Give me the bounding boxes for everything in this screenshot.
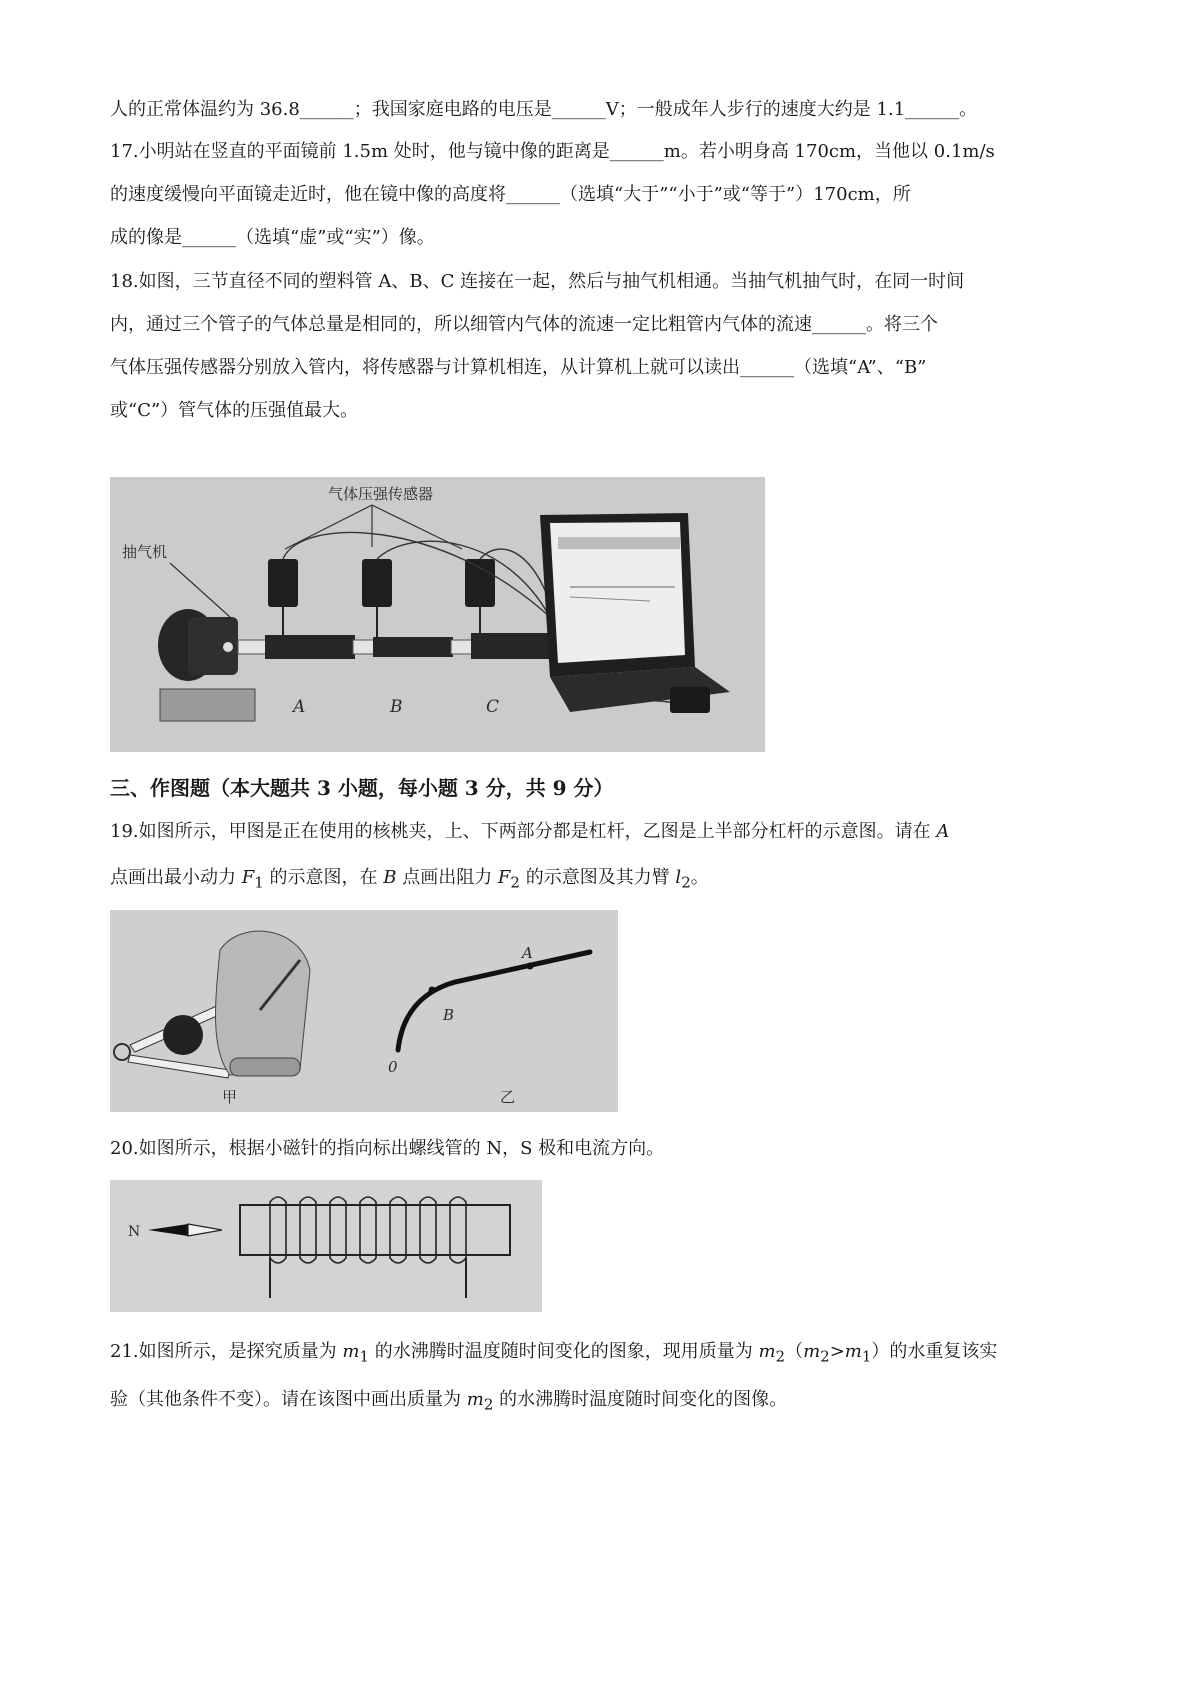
q18-figure-apparatus	[110, 477, 765, 752]
q19-figure-nutcracker	[110, 910, 618, 1112]
q19-line-1: 19.如图所示，甲图是正在使用的核桃夹，上、下两部分都是杠杆，乙图是上半部分杠杆的示意图。请在 A	[110, 821, 950, 842]
q18-line-4: 或“C”）管气体的压强值最大。	[110, 400, 359, 421]
needle-n-label: N	[128, 1224, 141, 1240]
q20-text: 20.如图所示，根据小磁针的指向标出螺线管的 N，S 极和电流方向。	[110, 1138, 665, 1159]
q18-line-3: 气体压强传感器分别放入管内，将传感器与计算机相连，从计算机上就可以读出______（选填“A”、“B”	[110, 357, 927, 378]
q20-figure-solenoid	[110, 1180, 542, 1312]
apparatus-diagram	[110, 477, 765, 752]
label-yi: 乙	[500, 1088, 516, 1106]
tube-label-a: A	[293, 697, 306, 717]
sensor-label: 气体压强传感器	[328, 485, 434, 503]
q21-line-1: 21.如图所示，是探究质量为 $m_1$ 的水沸腾时温度随时间变化的图象，现用质量为 $m_2(m_2>m_1)$的水重复该实	[110, 1341, 998, 1366]
q19-line-2: 点画出最小动力 $F_1$ 的示意图，在 B 点画出阻力 $F_2$ 的示意图及其力臂 $l_2$。	[110, 867, 709, 892]
tube-label-c: C	[486, 697, 500, 717]
pump-label: 抽气机	[122, 543, 168, 561]
solenoid-diagram	[110, 1180, 542, 1312]
q17-line-2: 的速度缓慢向平面镜走近时，他在镜中像的高度将______（选填“大于”“小于”或“等于”）170cm，所	[110, 184, 911, 205]
q18-line-2: 内，通过三个管子的气体总量是相同的，所以细管内气体的流速一定比粗管内气体的流速______。将三个	[110, 314, 938, 335]
q17-line-3: 成的像是______（选填“虚”或“实”）像。	[110, 227, 435, 248]
tube-label-b: B	[390, 697, 403, 717]
nutcracker-diagram	[110, 910, 618, 1112]
q16-tail-text: 人的正常体温约为 36.8______；我国家庭电路的电压是______V；一般成年人步行的速度大约是 1.1______。	[110, 99, 978, 120]
q17-line-1: 17.小明站在竖直的平面镜前 1.5m 处时，他与镜中像的距离是______m。若小明身高 170cm，当他以 0.1m/s	[110, 141, 995, 162]
point-a-label: A	[522, 944, 533, 962]
section-3-heading: 三、作图题（本大题共 3 小题，每小题 3 分，共 9 分）	[110, 776, 614, 800]
point-o-label: 0	[388, 1058, 398, 1076]
q18-line-1: 18.如图，三节直径不同的塑料管 A、B、C 连接在一起，然后与抽气机相通。当抽气机抽气时，在同一时间	[110, 271, 965, 292]
label-jia: 甲	[222, 1088, 238, 1106]
point-b-label: B	[443, 1006, 455, 1024]
q21-line-2: 验（其他条件不变）。请在该图中画出质量为 $m_2$ 的水沸腾时温度随时间变化的图像。	[110, 1389, 788, 1414]
